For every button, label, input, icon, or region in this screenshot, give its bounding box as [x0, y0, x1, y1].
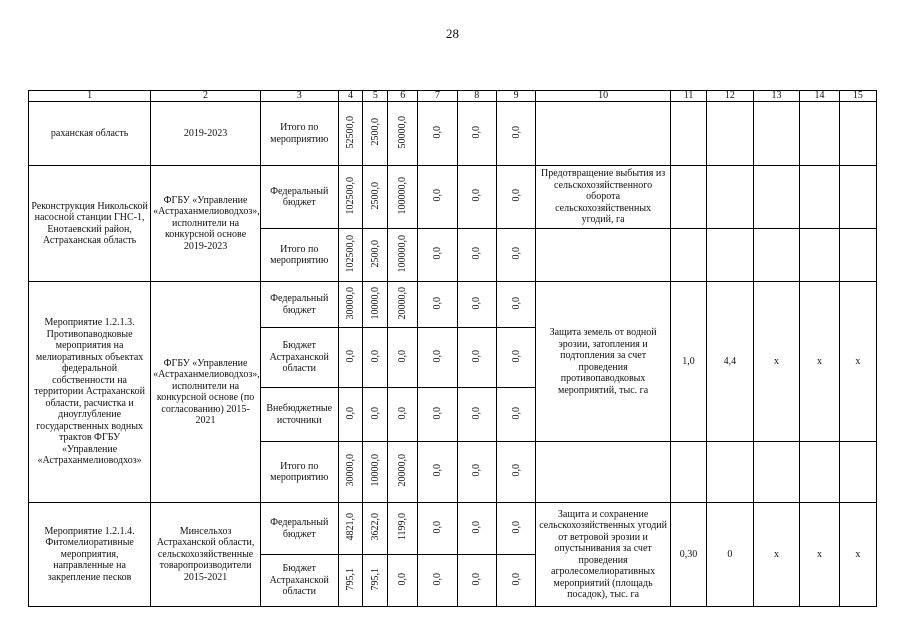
- header-cell: 6: [388, 91, 418, 102]
- header-cell: 11: [670, 91, 706, 102]
- event-name-cell: раханская область: [29, 102, 151, 166]
- header-cell: 15: [839, 91, 876, 102]
- header-cell: 13: [753, 91, 800, 102]
- empty-cell: [800, 229, 839, 282]
- indicator-value-cell: 4,4: [707, 282, 754, 442]
- value-cell: 0,0: [418, 166, 457, 229]
- value-cell: 102500,0: [338, 166, 363, 229]
- table-row: [29, 102, 877, 166]
- table-row: [29, 503, 877, 555]
- funding-source-cell: Итого по мероприятию: [260, 102, 338, 166]
- value-cell: 0,0: [388, 555, 418, 607]
- empty-cell: [839, 166, 876, 229]
- value-cell: 10000,0: [363, 442, 388, 503]
- header-cell: 14: [800, 91, 839, 102]
- value-cell: 0,0: [388, 328, 418, 388]
- empty-cell: [536, 102, 671, 166]
- indicator-cell: Защита земель от водной эрозии, затопления и подтопления за счет проведения противопаводковых мероприятий, тыс. га: [536, 282, 671, 442]
- indicator-value-cell: 1,0: [670, 282, 706, 442]
- header-cell: 2: [151, 91, 261, 102]
- empty-cell: [707, 442, 754, 503]
- empty-cell: [753, 166, 800, 229]
- empty-cell: [839, 229, 876, 282]
- empty-cell: [753, 442, 800, 503]
- value-cell: 0,0: [496, 503, 535, 555]
- value-cell: 0,0: [418, 102, 457, 166]
- value-cell: 0,0: [457, 282, 496, 328]
- indicator-value-cell: x: [839, 503, 876, 607]
- value-cell: 0,0: [418, 503, 457, 555]
- empty-cell: [670, 229, 706, 282]
- indicator-cell: Защита и сохранение сельскохозяйственных угодий от ветровой эрозии и опустынивания за счет проведения агролесомелиоративных мероприятий (площадь посадок), тыс. га: [536, 503, 671, 607]
- empty-cell: [707, 229, 754, 282]
- value-cell: 20000,0: [388, 442, 418, 503]
- value-cell: 0,0: [418, 229, 457, 282]
- value-cell: 0,0: [363, 328, 388, 388]
- header-row: [29, 91, 877, 102]
- empty-cell: [536, 442, 671, 503]
- funding-source-cell: Итого по мероприятию: [260, 442, 338, 503]
- header-cell: 12: [707, 91, 754, 102]
- value-cell: 1199,0: [388, 503, 418, 555]
- indicator-value-cell: x: [800, 503, 839, 607]
- header-cell: 8: [457, 91, 496, 102]
- value-cell: 0,0: [457, 388, 496, 442]
- indicator-value-cell: 0,30: [670, 503, 706, 607]
- value-cell: 20000,0: [388, 282, 418, 328]
- value-cell: 2500,0: [363, 166, 388, 229]
- indicator-cell: Предотвращение выбытия из сельскохозяйственного оборота сельскохозяйственных угодий, га: [536, 166, 671, 229]
- table-row: [29, 166, 877, 229]
- header-cell: 4: [338, 91, 363, 102]
- indicator-value-cell: x: [753, 282, 800, 442]
- value-cell: 0,0: [457, 503, 496, 555]
- executor-cell: 2019-2023: [151, 102, 261, 166]
- value-cell: 0,0: [363, 388, 388, 442]
- empty-cell: [753, 229, 800, 282]
- header-cell: 10: [536, 91, 671, 102]
- header-cell: 1: [29, 91, 151, 102]
- empty-cell: [800, 442, 839, 503]
- value-cell: 0,0: [457, 555, 496, 607]
- empty-cell: [707, 102, 754, 166]
- empty-cell: [670, 166, 706, 229]
- value-cell: 0,0: [496, 229, 535, 282]
- indicator-value-cell: 0: [707, 503, 754, 607]
- value-cell: 100000,0: [388, 229, 418, 282]
- header-cell: 3: [260, 91, 338, 102]
- value-cell: 0,0: [457, 102, 496, 166]
- value-cell: 100000,0: [388, 166, 418, 229]
- value-cell: 0,0: [496, 102, 535, 166]
- value-cell: 0,0: [338, 388, 363, 442]
- funding-source-cell: Бюджет Астраханской области: [260, 328, 338, 388]
- value-cell: 30000,0: [338, 442, 363, 503]
- value-cell: 2500,0: [363, 229, 388, 282]
- value-cell: 795,1: [338, 555, 363, 607]
- value-cell: 0,0: [457, 229, 496, 282]
- value-cell: 2500,0: [363, 102, 388, 166]
- value-cell: 50000,0: [388, 102, 418, 166]
- value-cell: 102500,0: [338, 229, 363, 282]
- empty-cell: [670, 102, 706, 166]
- value-cell: 0,0: [388, 388, 418, 442]
- event-name-cell: Реконструкция Никольской насосной станции ГНС-1, Енотаевский район, Астраханская область: [29, 166, 151, 282]
- value-cell: 0,0: [418, 388, 457, 442]
- executor-cell: ФГБУ «Управление «Астраханмелиоводхоз», исполнители на конкурсной основе (по согласованию) 2015-2021: [151, 282, 261, 503]
- header-cell: 9: [496, 91, 535, 102]
- value-cell: 0,0: [418, 328, 457, 388]
- event-name-cell: Мероприятие 1.2.1.3. Противопаводковые мероприятия на мелиоративных объектах федеральной собственности на территории Астраханской области, расчистка и дноуглубление государственных водных трактов ФГБУ «Управление «Астраханмелиоводхоз»: [29, 282, 151, 503]
- value-cell: 0,0: [338, 328, 363, 388]
- value-cell: 0,0: [457, 442, 496, 503]
- indicator-value-cell: x: [839, 282, 876, 442]
- value-cell: 0,0: [418, 442, 457, 503]
- value-cell: 0,0: [457, 166, 496, 229]
- funding-source-cell: Итого по мероприятию: [260, 229, 338, 282]
- value-cell: 0,0: [496, 555, 535, 607]
- value-cell: 4821,0: [338, 503, 363, 555]
- value-cell: 0,0: [457, 328, 496, 388]
- indicator-value-cell: x: [753, 503, 800, 607]
- value-cell: 0,0: [496, 166, 535, 229]
- executor-cell: ФГБУ «Управление «Астраханмелиоводхоз», исполнители на конкурсной основе 2019-2023: [151, 166, 261, 282]
- empty-cell: [707, 166, 754, 229]
- value-cell: 0,0: [418, 555, 457, 607]
- indicator-value-cell: x: [800, 282, 839, 442]
- empty-cell: [670, 442, 706, 503]
- empty-cell: [800, 166, 839, 229]
- value-cell: 795,1: [363, 555, 388, 607]
- empty-cell: [536, 229, 671, 282]
- table-row: [29, 282, 877, 328]
- value-cell: 30000,0: [338, 282, 363, 328]
- header-cell: 5: [363, 91, 388, 102]
- value-cell: 0,0: [418, 282, 457, 328]
- funding-source-cell: Внебюджетные источники: [260, 388, 338, 442]
- value-cell: 10000,0: [363, 282, 388, 328]
- funding-source-cell: Федеральный бюджет: [260, 282, 338, 328]
- empty-cell: [753, 102, 800, 166]
- value-cell: 0,0: [496, 442, 535, 503]
- value-cell: 0,0: [496, 328, 535, 388]
- empty-cell: [839, 102, 876, 166]
- program-table: [28, 90, 877, 607]
- page-number: 28: [446, 26, 459, 41]
- funding-source-cell: Федеральный бюджет: [260, 166, 338, 229]
- value-cell: 52500,0: [338, 102, 363, 166]
- value-cell: 0,0: [496, 388, 535, 442]
- event-name-cell: Мероприятие 1.2.1.4. Фитомелиоративные мероприятия, направленные на закрепление песков: [29, 503, 151, 607]
- funding-source-cell: Федеральный бюджет: [260, 503, 338, 555]
- funding-source-cell: Бюджет Астраханской области: [260, 555, 338, 607]
- value-cell: 3622,0: [363, 503, 388, 555]
- value-cell: 0,0: [496, 282, 535, 328]
- header-cell: 7: [418, 91, 457, 102]
- executor-cell: Минсельхоз Астраханской области, сельскохозяйственные товаропроизводители 2015-2021: [151, 503, 261, 607]
- empty-cell: [839, 442, 876, 503]
- empty-cell: [800, 102, 839, 166]
